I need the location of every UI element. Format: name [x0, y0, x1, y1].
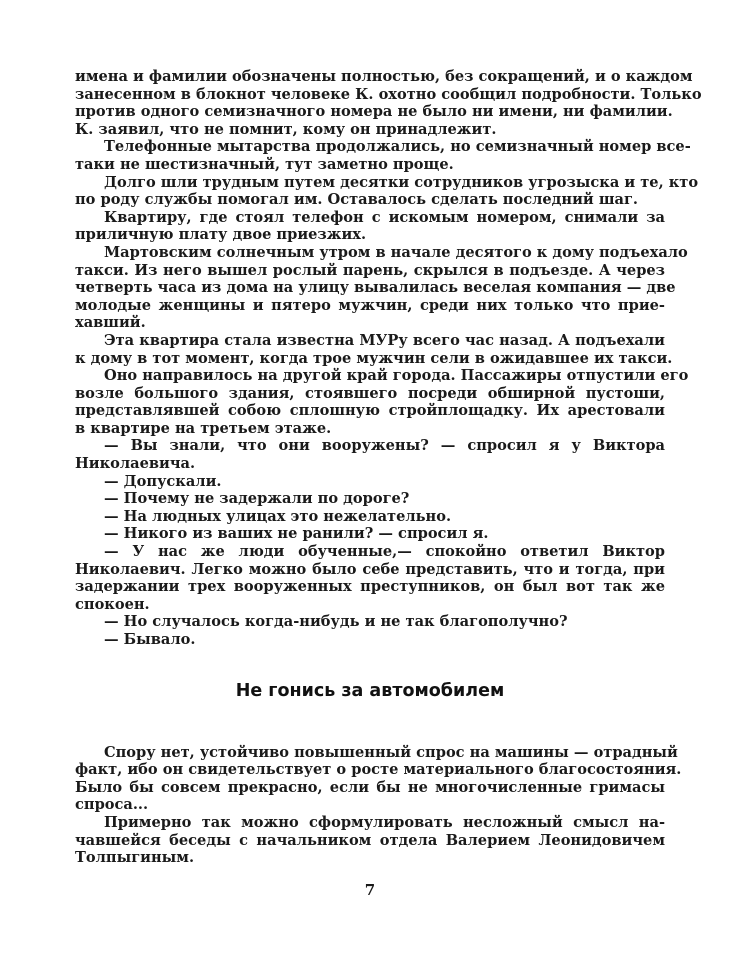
text-line: приличную плату двое приезжих. [75, 226, 367, 244]
text-line: — Никого из ваших не ранили? — спросил я. [104, 525, 489, 543]
text-line: — Вы знали, что они вооружены? — спросил я у Виктора [104, 437, 665, 455]
text-line: Примерно так можно сформулировать несложный смысл на- [104, 813, 665, 831]
text-line: четверть часа из дома на улицу вывалилась веселая компания — две [75, 279, 676, 297]
text-line: — На людных улицах это нежелательно. [104, 507, 452, 525]
text-line: К. заявил, что не помнит, кому он принадлежит. [75, 120, 497, 138]
text-line: хавший. [75, 314, 146, 332]
text-line: Было бы совсем прекрасно, если бы не многочисленные гримасы [75, 778, 665, 796]
text-line: — Но случалось когда-нибудь и не так благополучно? [104, 613, 568, 631]
text-line: Оно направилось на другой край города. Пассажиры отпустили его [104, 367, 689, 385]
text-line: Квартиру, где стоял телефон с искомым номером, снимали за [104, 208, 665, 226]
text-section-2 [75, 743, 682, 867]
text-line: к дому в тот момент, когда трое мужчин сели в ожидавшее их такси. [75, 349, 673, 367]
text-line: Николаевич. Легко можно было себе представить, что и тогда, при [75, 560, 665, 578]
text-line: таки не шестизначный, тут заметно проще. [75, 155, 454, 173]
text-line: спокоен. [75, 595, 150, 613]
text-line: Толпыгиным. [75, 849, 195, 867]
text-line: имена и фамилии обозначены полностью, без сокращений, и о каждом [75, 68, 693, 85]
text-line: представлявшей собою сплошную стройплощадку. Их арестовали [75, 402, 665, 420]
text-line: Мартовским солнечным утром в начале десятого к дому подъехало [104, 243, 688, 261]
text-line: факт, ибо он свидетельствует о росте материального благосостояния. [75, 761, 682, 779]
text-line: задержании трех вооруженных преступников, он был вот так же [75, 578, 665, 596]
text-line: Эта квартира стала известна МУРу всего час назад. А подъехали [104, 331, 665, 349]
text-line: — Почему не задержали по дороге? [104, 490, 410, 508]
text-line: Спору нет, устойчиво повышенный спрос на машины — отрадный [104, 743, 678, 761]
text-section-1 [75, 68, 702, 649]
page-number: 7 [364, 881, 376, 899]
text-line: спроса... [75, 796, 149, 814]
text-line: чавшейся беседы с начальником отдела Валерием Леонидовичем [75, 831, 665, 849]
text-line: по роду службы помогал им. Оставалось сделать последний шаг. [75, 191, 638, 209]
text-line: возле большого здания, стоявшего посреди обширной пустоши, [75, 384, 665, 402]
text-line: Телефонные мытарства продолжались, но семизначный номер все- [104, 138, 691, 156]
text-line: молодые женщины и пятеро мужчин, среди них только что прие- [75, 296, 665, 314]
text-line: — Бывало. [104, 631, 196, 648]
text-line: против одного семизначного номера не было ни имени, ни фамилии. [75, 103, 673, 121]
chapter-heading: Не гонись за автомобилем [235, 680, 505, 701]
page-body [75, 68, 702, 867]
text-line: — Допускали. [104, 472, 222, 490]
text-line: занесенном в блокнот человеке К. охотно сообщил подробности. Только [75, 85, 702, 103]
text-line: в квартире на третьем этаже. [75, 419, 332, 437]
text-line: Николаевича. [75, 455, 196, 473]
text-line: такси. Из него вышел рослый парень, скрылся в подъезде. А через [75, 261, 665, 279]
text-line: Долго шли трудным путем десятки сотрудников угрозыска и те, кто [104, 173, 699, 191]
text-line: — У нас же люди обученные,— спокойно ответил Виктор [104, 543, 665, 561]
